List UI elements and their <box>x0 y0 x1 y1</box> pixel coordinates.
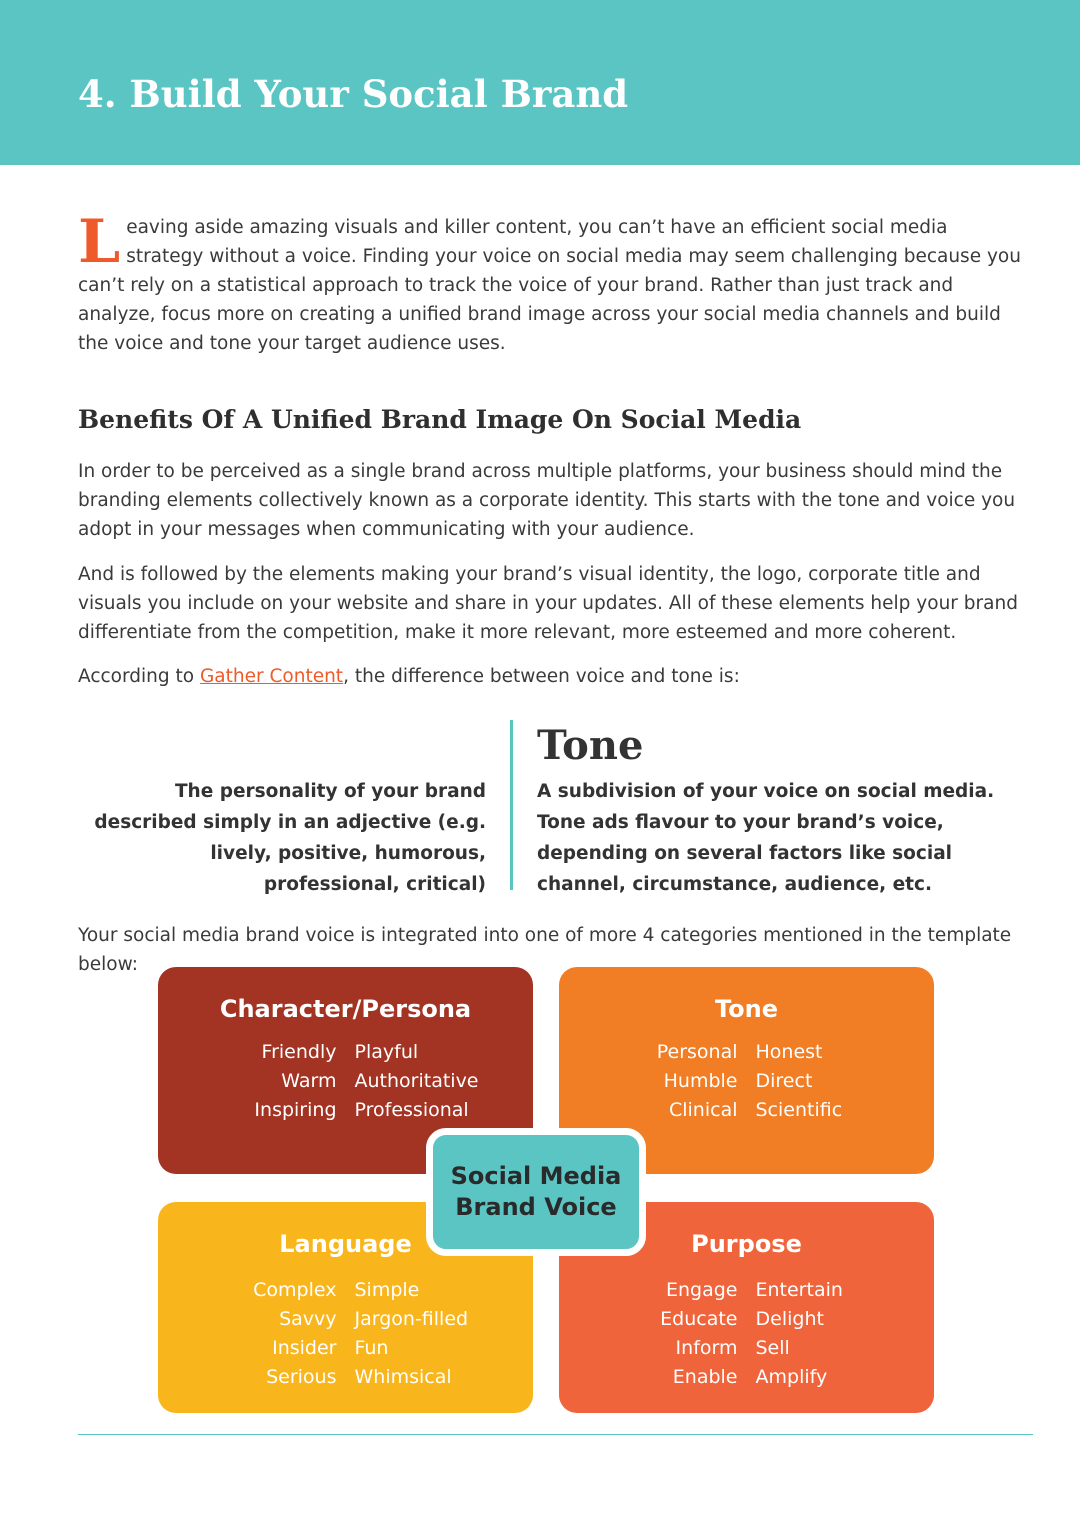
purpose-word: Inform <box>675 1337 738 1359</box>
center-label-line-2: Brand Voice <box>455 1193 617 1221</box>
voice-definition: The personality of your brand described simply in an adjective (e.g. lively, positive, humorous, professional, critical) <box>94 781 486 895</box>
character-title: Character/Persona <box>219 995 472 1023</box>
purpose-word: Sell <box>755 1337 790 1359</box>
language-word: Savvy <box>279 1308 337 1330</box>
paragraph-3-tail: , the difference between voice and tone is: <box>343 666 740 687</box>
tone-word: Personal <box>656 1041 738 1063</box>
language-word: Serious <box>266 1366 337 1388</box>
page-title: 4. Build Your Social Brand <box>78 72 629 116</box>
section-paragraph-2: And is followed by the elements making your brand’s visual identity, the logo, corporate title and visuals you include on your website and share in your updates. All of these elements help your brand differentiate from the competition, make it more relevant, more esteemed and more coherent. <box>78 564 1018 643</box>
purpose-words <box>559 1276 934 1392</box>
character-word: Warm <box>281 1070 337 1092</box>
tone-word: Honest <box>755 1041 823 1063</box>
language-word: Simple <box>354 1279 420 1301</box>
language-word: Whimsical <box>354 1366 452 1388</box>
purpose-word: Educate <box>660 1308 738 1330</box>
language-word: Insider <box>272 1337 337 1359</box>
tone-card-title: Tone <box>714 995 779 1023</box>
language-words <box>158 1276 533 1392</box>
character-word: Inspiring <box>254 1099 337 1121</box>
purpose-word: Amplify <box>755 1366 828 1388</box>
section-heading: Benefits Of A Unified Brand Image On Social Media <box>78 405 802 434</box>
tone-word: Scientific <box>755 1099 843 1121</box>
tone-word: Clinical <box>668 1099 738 1121</box>
tone-words <box>559 1038 934 1125</box>
comparison-divider <box>510 720 513 890</box>
language-title: Language <box>279 1230 412 1258</box>
tone-definition: A subdivision of your voice on social media. Tone ads flavour to your brand’s voice, depending on several factors like social channel, circumstance, audience, etc. <box>537 781 995 895</box>
center-label-line-1: Social Media <box>450 1162 622 1190</box>
brand-voice-center <box>426 1128 646 1256</box>
drop-cap: L <box>78 207 121 277</box>
intro-text: eaving aside amazing visuals and killer content, you can’t have an efficient social media strategy without a voice. Finding your voice on social media may seem challenging because you can’t rely on a statistical approach to track the voice of your brand. Rather than just track and analyze, focus more on creating a unified brand image across your social media channels and build the voice and tone your target audience uses. <box>78 217 1021 354</box>
tone-word: Direct <box>755 1070 813 1092</box>
page-header <box>0 0 1080 165</box>
tone-heading: Tone <box>537 722 644 769</box>
intro-paragraph <box>78 207 1022 358</box>
section-paragraph-3 <box>78 662 1022 691</box>
purpose-word: Delight <box>755 1308 824 1330</box>
character-word: Friendly <box>261 1041 337 1063</box>
purpose-word: Engage <box>665 1279 738 1301</box>
character-word: Authoritative <box>354 1070 479 1092</box>
section-paragraph-1: In order to be perceived as a single brand across multiple platforms, your business should mind the branding elements collectively known as a corporate identity. This starts with the tone and voice you adopt in your messages when communicating with your audience. <box>78 461 1016 540</box>
language-word: Complex <box>253 1279 337 1301</box>
purpose-word: Entertain <box>755 1279 843 1301</box>
paragraph-3-lead: According to <box>78 666 200 687</box>
purpose-title: Purpose <box>691 1230 802 1258</box>
template-intro: Your social media brand voice is integrated into one of more 4 categories mentioned in the template below: <box>78 925 1012 975</box>
tone-word: Humble <box>663 1070 738 1092</box>
purpose-word: Enable <box>672 1366 738 1388</box>
gather-content-link[interactable]: Gather Content <box>199 666 344 687</box>
language-word: Fun <box>354 1337 389 1359</box>
character-words <box>158 1038 533 1125</box>
footer-divider <box>78 1434 1033 1435</box>
character-word: Professional <box>354 1099 469 1121</box>
character-word: Playful <box>354 1041 419 1063</box>
language-word: Jargon-filled <box>354 1308 469 1330</box>
